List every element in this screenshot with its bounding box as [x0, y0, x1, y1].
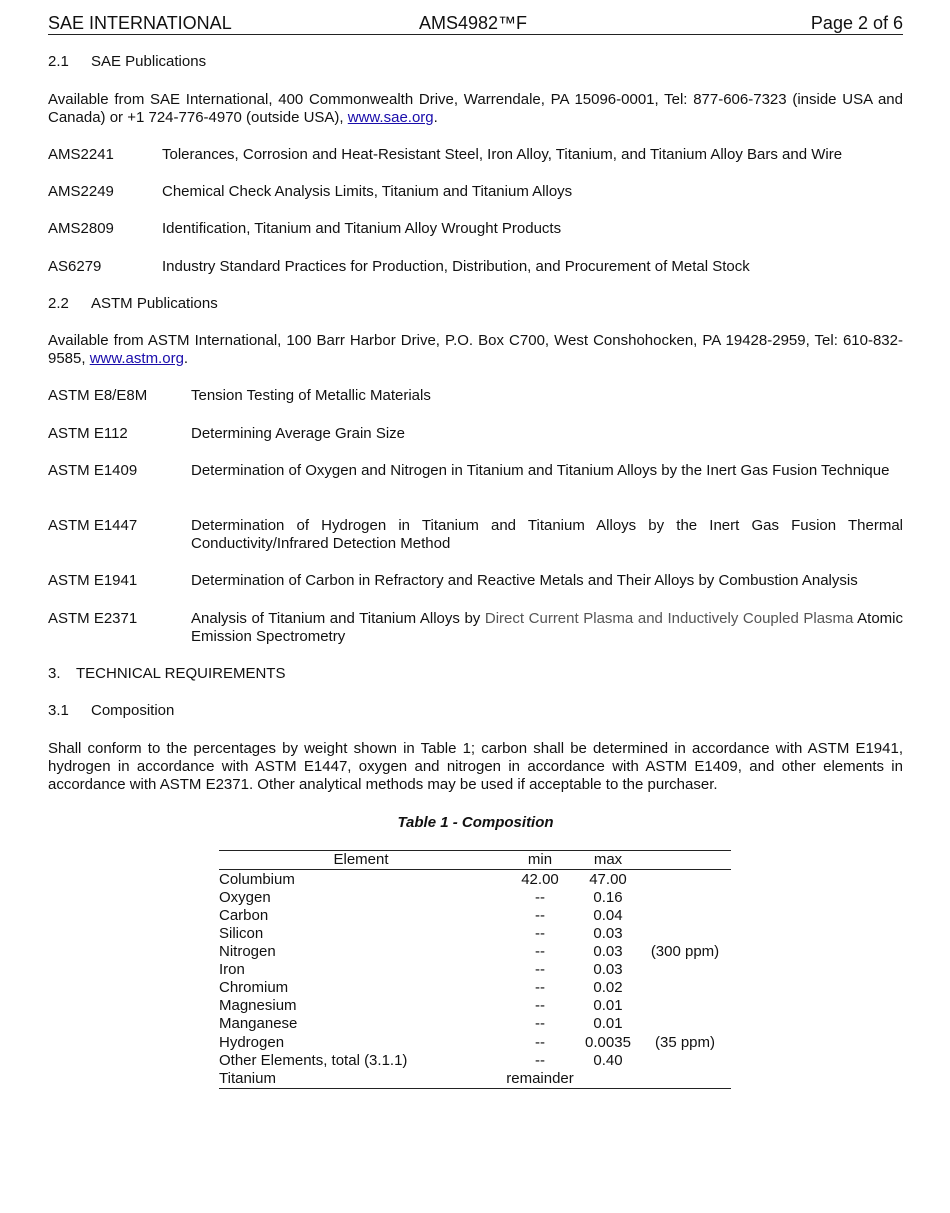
reference-description: Tolerances, Corrosion and Heat-Resistant Steel, Iron Alloy, Titanium, and Titanium Alloy Bars and Wire: [162, 146, 843, 163]
section-number: 2.1: [48, 53, 69, 70]
cell-min: --: [535, 889, 545, 906]
cell-min: --: [535, 997, 545, 1014]
sae-availability-text: Available from SAE International, 400 Commonwealth Drive, Warrendale, PA 15096-0001, Tel: 877-606-7323 (inside USA and Canada) or +1 724-776-4970 (outside USA),: [48, 91, 903, 126]
section-number: 3.1: [48, 702, 69, 719]
cell-min: remainder: [506, 1070, 574, 1087]
cell-max: 0.03: [593, 943, 623, 960]
reference-code: AS6279: [48, 258, 102, 275]
reference-description: Chemical Check Analysis Limits, Titanium and Titanium Alloys: [162, 183, 573, 200]
section-2-1-heading: [48, 53, 206, 71]
section-number: 2.2: [48, 295, 69, 312]
table-row: [219, 871, 731, 889]
header-element: Element: [333, 851, 389, 868]
table-row: [219, 1070, 731, 1088]
table-row: [219, 961, 731, 979]
cell-element: Chromium: [219, 979, 289, 996]
table-bottom-rule: [219, 1088, 731, 1089]
reference-description: Identification, Titanium and Titanium Alloy Wrought Products: [162, 220, 562, 237]
cell-max: 0.16: [593, 889, 623, 906]
table-row: [219, 943, 731, 961]
header-page-number: Page 2 of 6: [810, 13, 903, 33]
reference-description: Determination of Hydrogen in Titanium and Titanium Alloys by the Inert Gas Fusion Thermal Conductivity/Infrared Detection Method: [191, 517, 903, 552]
reference-description: Determining Average Grain Size: [191, 425, 405, 442]
astm-website-link[interactable]: www.astm.org: [89, 350, 184, 367]
section-2-2-heading: [48, 295, 218, 313]
section-title: SAE Publications: [91, 53, 207, 70]
cell-note: (300 ppm): [650, 943, 720, 960]
table-caption: Table 1 - Composition: [397, 814, 554, 831]
period: .: [183, 350, 189, 367]
cell-min: 42.00: [521, 871, 559, 888]
cell-min: --: [535, 961, 545, 978]
section-title: ASTM Publications: [91, 295, 218, 312]
section-number: 3.: [48, 665, 61, 682]
cell-max: 0.0035: [585, 1034, 631, 1051]
cell-min: --: [535, 907, 545, 924]
cell-min: --: [535, 979, 545, 996]
reference-description: Determination of Carbon in Refractory and Reactive Metals and Their Alloys by Combustion Analysis: [191, 572, 858, 589]
description-part-gray: Direct Current Plasma and Inductively Coupled Plasma: [484, 610, 854, 627]
page-header: [48, 12, 903, 35]
cell-element: Oxygen: [219, 889, 271, 906]
table-row: [219, 979, 731, 997]
reference-code: ASTM E2371: [48, 610, 138, 627]
table-row: [219, 1052, 731, 1070]
cell-max: 0.01: [593, 997, 623, 1014]
reference-code: ASTM E1409: [48, 462, 138, 479]
cell-note: (35 ppm): [654, 1034, 716, 1051]
cell-element: Hydrogen: [219, 1034, 285, 1051]
cell-min: --: [535, 943, 545, 960]
header-max: max: [593, 851, 623, 868]
cell-max: 0.01: [593, 1015, 623, 1032]
period: .: [433, 109, 438, 126]
cell-min: --: [535, 925, 545, 942]
reference-code: AMS2241: [48, 146, 114, 163]
table-row: [219, 1034, 731, 1052]
section-title: Composition: [91, 702, 175, 719]
cell-element: Carbon: [219, 907, 269, 924]
reference-code: ASTM E1447: [48, 517, 138, 534]
cell-element: Manganese: [219, 1015, 298, 1032]
sae-website-link[interactable]: www.sae.org: [347, 109, 434, 126]
astm-availability-paragraph: [48, 332, 903, 368]
reference-code: AMS2809: [48, 220, 114, 237]
reference-description: [191, 610, 903, 646]
cell-element: Nitrogen: [219, 943, 276, 960]
header-min: min: [527, 851, 553, 868]
astm-availability-text: Available from ASTM International, 100 Barr Harbor Drive, P.O. Box C700, West Conshohocken, PA 19428-2959, Tel: 610-832-9585,: [48, 332, 903, 367]
table-header-row: [219, 851, 731, 870]
table-row: [219, 997, 731, 1015]
reference-description: Determination of Oxygen and Nitrogen in Titanium and Titanium Alloys by the Inert Gas Fusion Technique: [191, 462, 890, 479]
cell-min: --: [535, 1015, 545, 1032]
reference-code: ASTM E112: [48, 425, 128, 442]
cell-element: Silicon: [219, 925, 264, 942]
header-organization: SAE INTERNATIONAL: [48, 13, 232, 33]
sae-availability-paragraph: [48, 91, 903, 127]
cell-min: --: [535, 1034, 545, 1051]
reference-code: ASTM E8/E8M: [48, 387, 148, 404]
reference-code: ASTM E1941: [48, 572, 138, 589]
cell-element: Magnesium: [219, 997, 297, 1014]
description-part: Analysis of Titanium and Titanium Alloys by: [191, 610, 485, 627]
table-row: [219, 889, 731, 907]
table-row: [219, 925, 731, 943]
cell-element: Other Elements, total (3.1.1): [219, 1052, 408, 1069]
section-title: TECHNICAL REQUIREMENTS: [76, 665, 286, 682]
cell-max: 47.00: [589, 871, 627, 888]
cell-max: 0.03: [593, 925, 623, 942]
table-row: [219, 907, 731, 925]
cell-element: Iron: [219, 961, 245, 978]
reference-description: Industry Standard Practices for Production, Distribution, and Procurement of Metal Stock: [162, 258, 750, 275]
section-3-1-heading: [48, 702, 174, 720]
cell-max: 0.40: [593, 1052, 623, 1069]
header-document-number: AMS4982™F: [419, 13, 528, 33]
reference-description: Tension Testing of Metallic Materials: [191, 387, 431, 404]
cell-max: 0.03: [593, 961, 623, 978]
cell-max: 0.02: [593, 979, 623, 996]
table-row: [219, 1015, 731, 1033]
composition-paragraph: Shall conform to the percentages by weight shown in Table 1; carbon shall be determined in accordance with ASTM E1941, hydrogen in accordance with ASTM E1447, oxygen and nitrogen in accordance with ASTM E1409, and other elements in accordance with ASTM E2371. Other analytical methods may be used if acceptable to the purchaser.: [48, 740, 903, 793]
cell-max: 0.04: [593, 907, 623, 924]
cell-min: --: [535, 1052, 545, 1069]
cell-element: Columbium: [219, 871, 295, 888]
reference-code: AMS2249: [48, 183, 114, 200]
description-part: Atomic Emission Spectrometry: [191, 610, 903, 645]
cell-element: Titanium: [219, 1070, 276, 1087]
section-3-heading: [48, 665, 285, 683]
